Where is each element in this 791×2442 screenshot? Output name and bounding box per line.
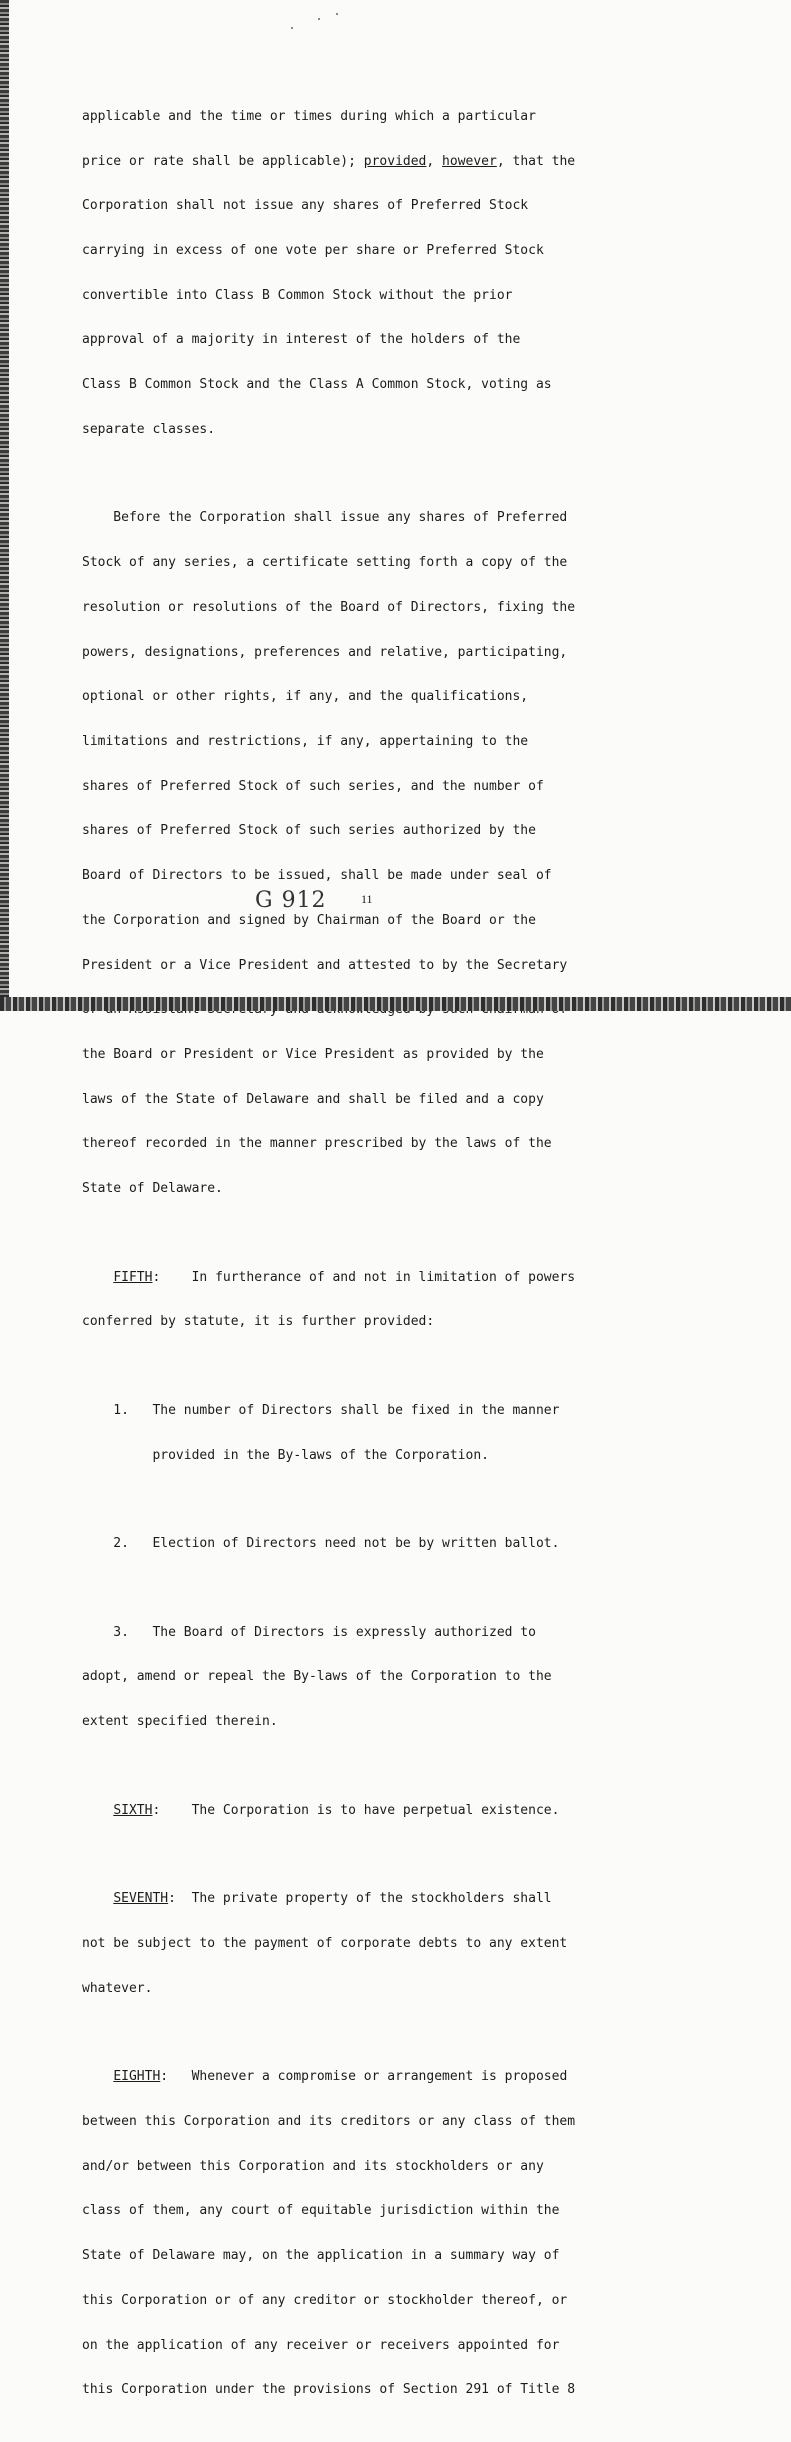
- article-eighth: [82, 2040, 652, 2428]
- text-line: 2. Election of Directors need not be by written ballot.: [82, 1536, 560, 1552]
- text-line: provided in the By-laws of the Corporation.: [82, 1447, 489, 1463]
- text-line: SIXTH: The Corporation is to have perpetual existence.: [113, 1802, 560, 1818]
- text-line: class of them, any court of equitable jurisdiction within the: [82, 2203, 560, 2219]
- text-fragment: price or rate shall be applicable);: [82, 153, 364, 169]
- scan-edge-bottom: [0, 997, 791, 1011]
- text-line: SEVENTH: The private property of the stockholders shall: [113, 1891, 552, 1907]
- article-fifth: [82, 1241, 652, 1360]
- handwritten-stamp: G 912: [255, 888, 327, 913]
- text-line: laws of the State of Delaware and shall be filed and a copy: [82, 1091, 544, 1107]
- paragraph-preferred-stock-continuation: [82, 80, 652, 468]
- heading-fifth: FIFTH: [113, 1269, 153, 1285]
- text-line: optional or other rights, if any, and the qualifications,: [82, 689, 529, 705]
- page-number: 11: [361, 892, 373, 906]
- paragraph-certificate-of-designation: [82, 482, 652, 1227]
- text-line: 1. The number of Directors shall be fixed in the manner: [82, 1402, 560, 1418]
- text-line: conferred by statute, it is further provided:: [82, 1314, 435, 1330]
- text-line: on the application of any receiver or receivers appointed for: [82, 2337, 560, 2353]
- text-line: and/or between this Corporation and its stockholders or any: [82, 2158, 544, 2174]
- text-line: EIGHTH: Whenever a compromise or arrangement is proposed: [113, 2069, 568, 2085]
- document-body: [82, 80, 652, 2442]
- article-sixth: [82, 1774, 652, 1849]
- fifth-item-3: [82, 1596, 652, 1760]
- text-line: 3. The Board of Directors is expressly authorized to: [82, 1624, 536, 1640]
- text-line: State of Delaware may, on the application in a summary way of: [82, 2248, 560, 2264]
- emphasis-provided: provided: [363, 153, 427, 169]
- text-line: convertible into Class B Common Stock without the prior: [82, 287, 513, 303]
- text-line: applicable and the time or times during which a particular: [82, 108, 536, 124]
- scan-speck: [336, 13, 338, 15]
- page-footer: [255, 888, 455, 918]
- text-line: price or rate shall be applicable); provided, however, that the: [82, 153, 576, 169]
- scan-speck: [318, 18, 320, 20]
- text-line: President or a Vice President and attested to by the Secretary: [82, 957, 568, 973]
- text-line: shares of Preferred Stock of such series authorized by the: [82, 823, 536, 839]
- text-line: powers, designations, preferences and relative, participating,: [82, 644, 568, 660]
- heading-seventh: SEVENTH: [113, 1891, 169, 1907]
- text-line: extent specified therein.: [82, 1714, 278, 1730]
- text-line: State of Delaware.: [82, 1181, 223, 1197]
- text-line: between this Corporation and its creditors or any class of them: [82, 2113, 576, 2129]
- fifth-item-2: [82, 1507, 652, 1582]
- emphasis-however: however: [442, 153, 497, 169]
- text-line: FIFTH: In furtherance of and not in limitation of powers: [113, 1269, 576, 1285]
- heading-eighth: EIGHTH: [113, 2069, 161, 2085]
- text-line: thereof recorded in the manner prescribed by the laws of the: [82, 1136, 552, 1152]
- text-line: resolution or resolutions of the Board of Directors, fixing the: [82, 599, 576, 615]
- text-line: carrying in excess of one vote per share or Preferred Stock: [82, 242, 544, 258]
- article-seventh: [82, 1862, 652, 2026]
- text-line: adopt, amend or repeal the By-laws of the Corporation to the: [82, 1669, 552, 1685]
- text-line: the Board or President or Vice President as provided by the: [82, 1047, 544, 1062]
- heading-sixth: SIXTH: [113, 1802, 153, 1818]
- text-line: Class B Common Stock and the Class A Common Stock, voting as: [82, 377, 552, 393]
- text-line: the Corporation and signed by Chairman of the Board or the: [82, 912, 536, 928]
- scan-edge-left: [0, 0, 9, 1011]
- text-line: Before the Corporation shall issue any shares of Preferred: [82, 510, 568, 526]
- text-line: whatever.: [82, 1980, 153, 1996]
- text-line: Board of Directors to be issued, shall be made under seal of: [82, 868, 552, 884]
- text-line: Corporation shall not issue any shares of Preferred Stock: [82, 198, 529, 214]
- fifth-item-1: [82, 1374, 652, 1493]
- text-line: this Corporation under the provisions of Section 291 of Title 8: [82, 2382, 576, 2398]
- text-line: separate classes.: [82, 421, 216, 437]
- text-line: this Corporation or of any creditor or stockholder thereof, or: [82, 2292, 568, 2308]
- text-line: limitations and restrictions, if any, appertaining to the: [82, 733, 529, 749]
- text-line: approval of a majority in interest of the holders of the: [82, 332, 521, 348]
- text-line: Stock of any series, a certificate setting forth a copy of the: [82, 555, 568, 571]
- scan-speck: [291, 27, 293, 29]
- text-line: shares of Preferred Stock of such series, and the number of: [82, 778, 544, 794]
- text-line: not be subject to the payment of corporate debts to any extent: [82, 1935, 568, 1951]
